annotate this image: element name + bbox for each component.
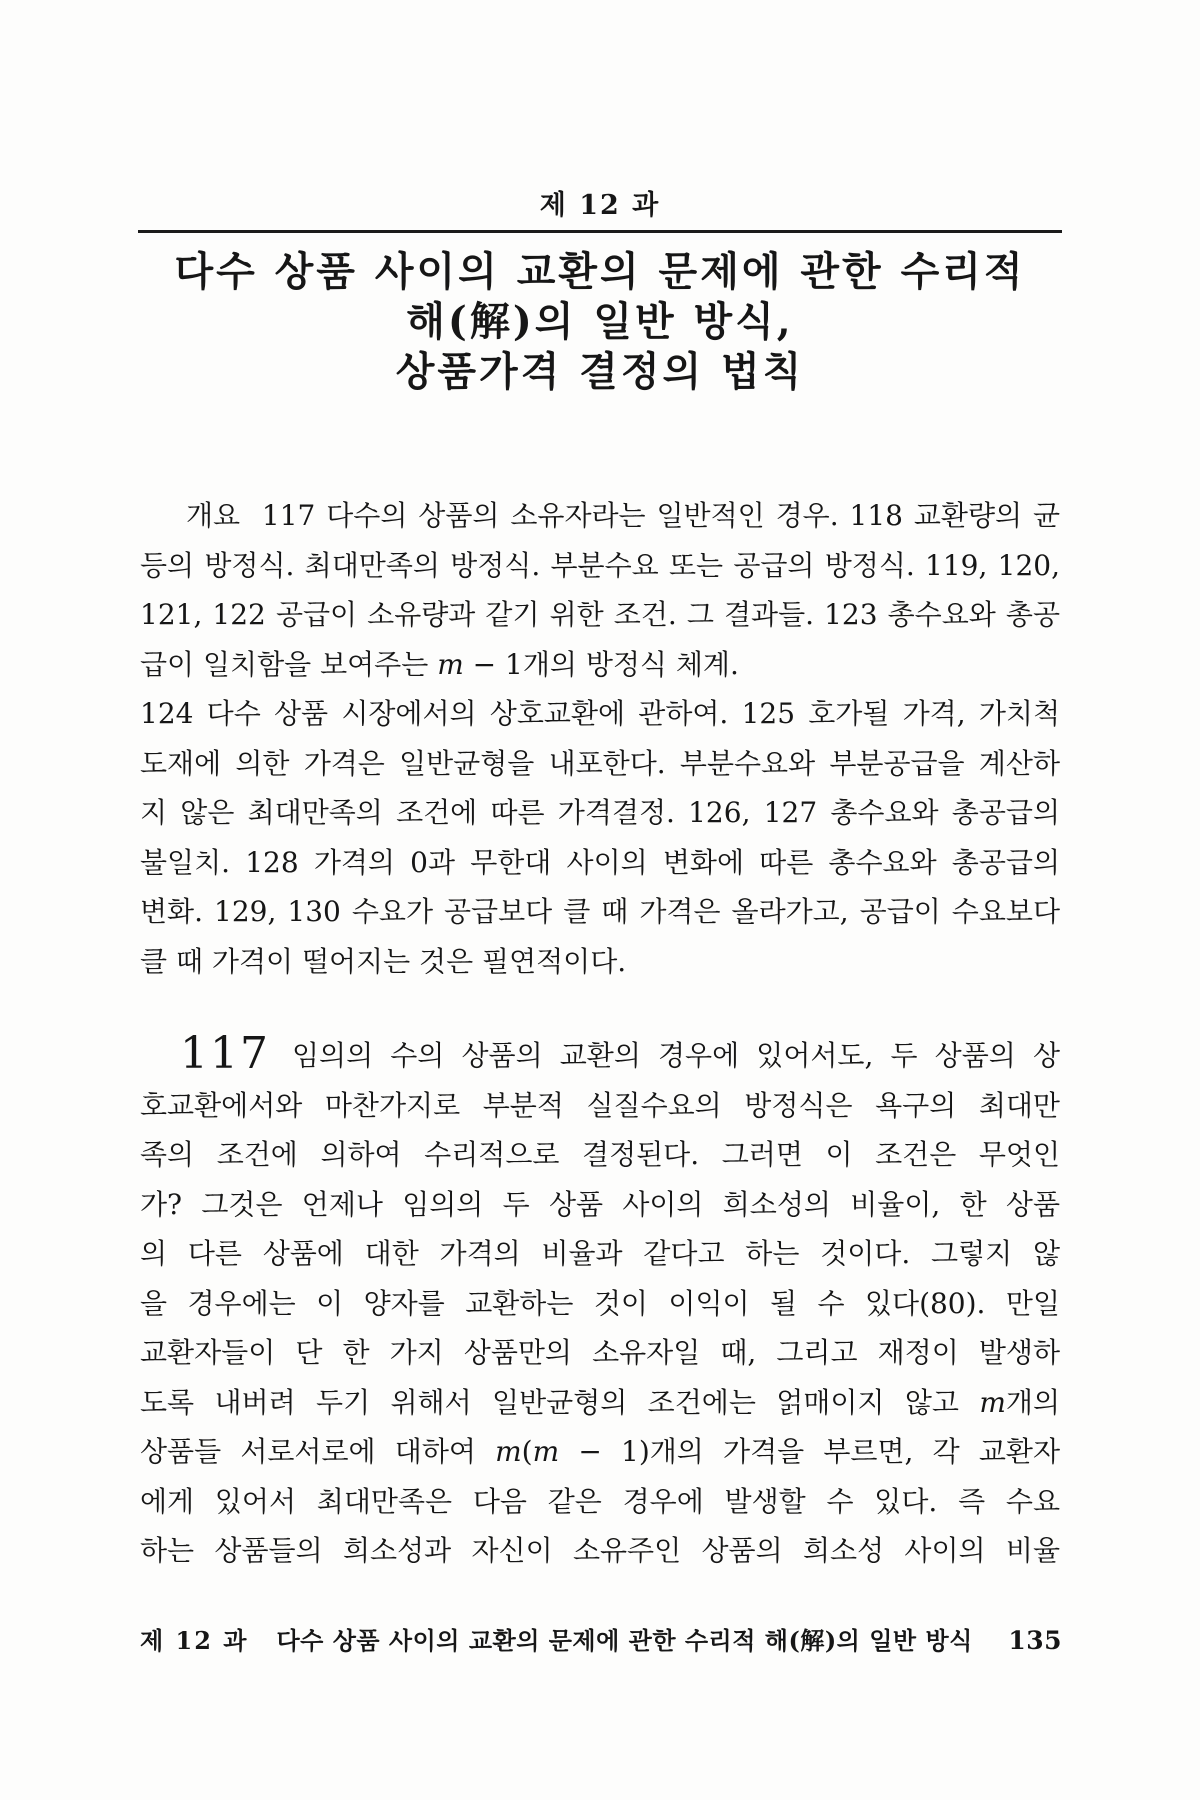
math-variable-m: m [437, 647, 464, 681]
section-first-line-text: 임의의 수의 상품의 교환의 경우에 있어서도, 두 상품의 상 [291, 1039, 1060, 1072]
chapter-label: 제 12 과 [539, 190, 661, 221]
math-variable-m: m [495, 1435, 522, 1468]
text-line: 의 다른 상품에 대한 가격의 비율과 같다고 하는 것이다. 그렇지 않 [140, 1237, 1060, 1270]
text-line: 121, 122 공급이 소유량과 같기 위한 조건. 그 결과들. 123 총수요와 총공 [140, 598, 1060, 631]
text-line: 호교환에서와 마찬가지로 부분적 실질수요의 방정식은 욕구의 최대만 [140, 1088, 1060, 1122]
footer-chapter-label: 제 12 과 [140, 1626, 249, 1655]
text-line: 교환자들이 단 한 가지 상품만의 소유자일 때, 그리고 재정이 발생하 [140, 1336, 1060, 1369]
text-line: 클 때 가격이 떨어지는 것은 필연적이다. [140, 944, 627, 978]
text-line: 상품들 서로서로에 대하여 m(m − 1)개의 가격을 부르면, 각 교환자 [140, 1435, 1060, 1468]
chapter-title [100, 247, 1100, 397]
overview-paragraph [140, 491, 1060, 986]
footer-running-title: 다수 상품 사이의 교환의 문제에 관한 수리적 해(解)의 일반 방식 [276, 1626, 973, 1655]
text-line: 124 다수 상품 시장에서의 상호교환에 관하여. 125 호가될 가격, 가치척 [140, 697, 1060, 730]
text-line: 하는 상품들의 희소성과 자신이 소유주인 상품의 희소성 사이의 비율 [140, 1534, 1060, 1567]
section-117-paragraph [140, 1029, 1060, 1576]
text-line: 족의 조건에 의하여 수리적으로 결정된다. 그러면 이 조건은 무엇인 [140, 1138, 1060, 1171]
math-variable-m: m [532, 1435, 560, 1468]
text-line: 을 경우에는 이 양자를 교환하는 것이 이익이 될 수 있다(80). 만일 [140, 1286, 1060, 1320]
math-variable-m: m [979, 1385, 1006, 1419]
text-line: 지 않은 최대만족의 조건에 따른 가격결정. 126, 127 총수요와 총공급의 [140, 796, 1060, 829]
section-number: 117 [180, 1028, 270, 1079]
text-line: 등의 방정식. 최대만족의 방정식. 부분수요 또는 공급의 방정식. 119, 120, [140, 548, 1060, 582]
footer-page-number: 135 [1008, 1626, 1062, 1655]
header-divider [138, 230, 1062, 233]
text-line: 가? 그것은 언제나 임의의 두 상품 사이의 희소성의 비율이, 한 상품 [140, 1187, 1060, 1221]
section-first-line [140, 1029, 1060, 1081]
text-line: 변화. 129, 130 수요가 공급보다 클 때 가격은 올라가고, 공급이 수요보다 [140, 895, 1060, 928]
page-footer [140, 1621, 1062, 1656]
text-line: 에게 있어서 최대만족은 다음 같은 경우에 발생할 수 있다. 즉 수요 [140, 1484, 1060, 1518]
text-line: 해(解)의 일반 방식, [406, 298, 794, 345]
text-line: 다수 상품 사이의 교환의 문제에 관한 수리적 [174, 248, 1026, 295]
text-line: 상품가격 결정의 법칙 [395, 348, 805, 395]
text-line: 도록 내버려 두기 위해서 일반균형의 조건에는 얽매이지 않고 m개의 [140, 1385, 1060, 1419]
text-line: 도재에 의한 가격은 일반균형을 내포한다. 부분수요와 부분공급을 계산하 [140, 746, 1060, 780]
text-line: 불일치. 128 가격의 0과 무한대 사이의 변화에 따른 총수요와 총공급의 [140, 845, 1060, 879]
text-line: 개요 117 다수의 상품의 소유자라는 일반적인 경우. 118 교환량의 균 [186, 499, 1060, 532]
section-body-lines [140, 1081, 1060, 1576]
text-line: 급이 일치함을 보여주는 m − 1개의 방정식 체계. [140, 647, 739, 681]
